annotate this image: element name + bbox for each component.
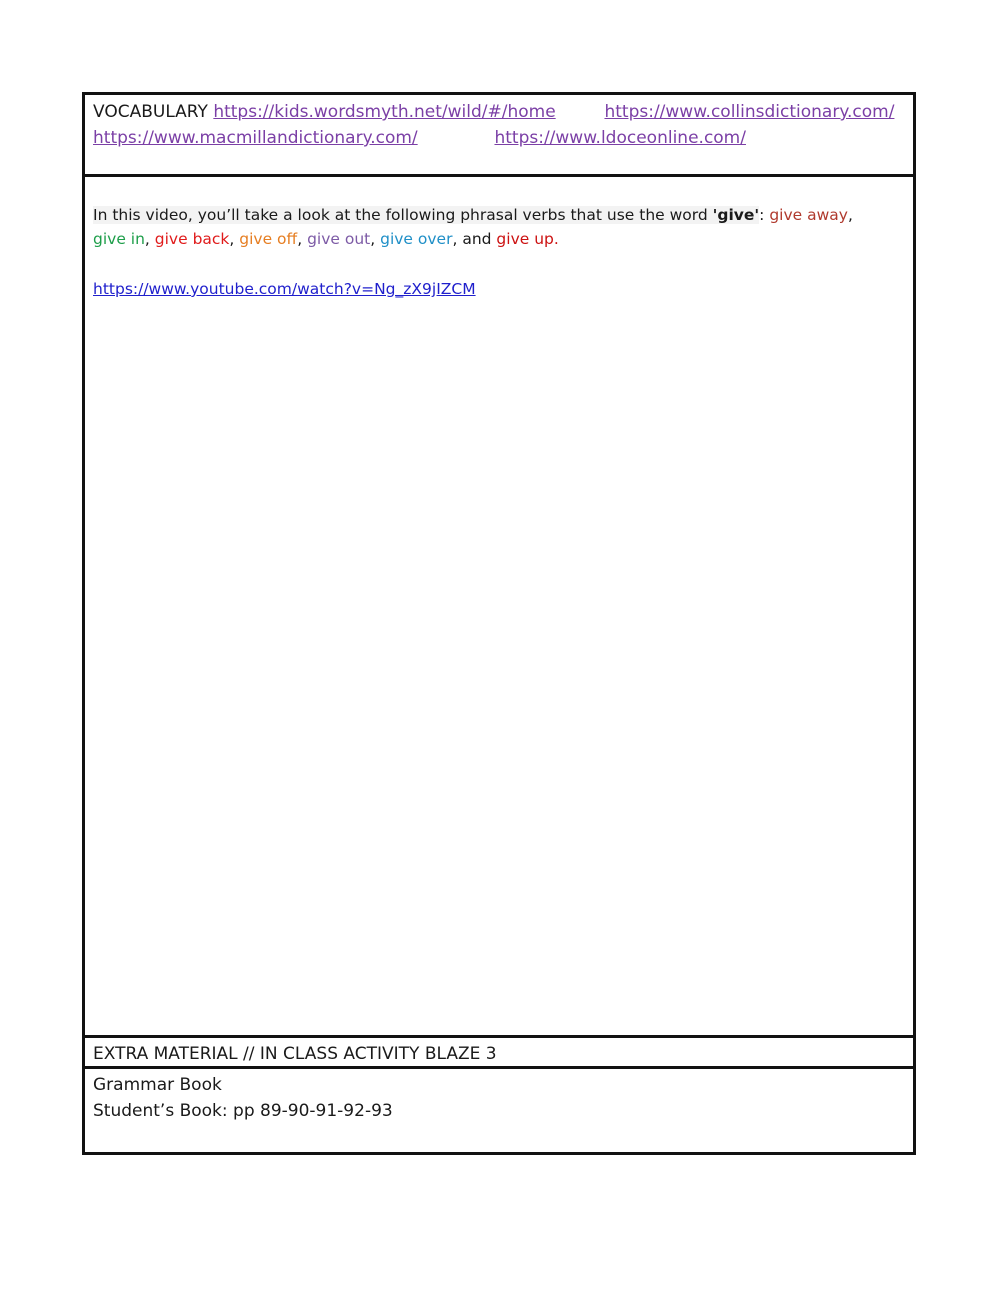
verb-give-up: give up xyxy=(496,230,554,248)
video-cell xyxy=(85,177,913,1038)
verb-give-out: give out xyxy=(307,230,371,248)
verb-give-back: give back xyxy=(154,230,230,248)
worksheet-table xyxy=(82,92,916,1155)
phrasal-verbs-paragraph xyxy=(93,203,905,251)
verb-give-off: give off xyxy=(239,230,298,248)
spacer xyxy=(93,251,905,277)
intro-sentence: In this video, you’ll take a look at the following phrasal verbs that use the word xyxy=(93,206,713,224)
separator: , xyxy=(847,206,853,224)
macmillan-link[interactable]: https://www.macmillandictionary.com/ xyxy=(93,128,418,148)
period: . xyxy=(553,230,559,248)
extra-material-cell xyxy=(85,1038,913,1069)
vocabulary-cell xyxy=(85,95,913,177)
extra-material-title: EXTRA MATERIAL // IN CLASS ACTIVITY BLAZE 3 xyxy=(93,1044,497,1064)
books-cell xyxy=(85,1069,913,1152)
separator: , xyxy=(229,230,240,248)
vocabulary-label: VOCABULARY xyxy=(93,102,208,122)
separator: , xyxy=(144,230,155,248)
verb-give-over: give over xyxy=(380,230,453,248)
longman-link[interactable]: https://www.ldoceonline.com/ xyxy=(494,128,746,148)
youtube-video-link[interactable]: https://www.youtube.com/watch?v=Ng_zX9jIZCM xyxy=(93,280,476,298)
keyword-give: 'give' xyxy=(712,206,760,224)
and-word: and xyxy=(462,230,497,248)
separator: , xyxy=(452,230,463,248)
intro-text xyxy=(93,206,759,224)
colon: : xyxy=(759,206,770,224)
separator: , xyxy=(297,230,308,248)
students-book-line: Student’s Book: pp 89-90-91-92-93 xyxy=(93,1101,393,1121)
wordsmyth-link[interactable]: https://kids.wordsmyth.net/wild/#/home xyxy=(213,102,556,122)
grammar-book-line: Grammar Book xyxy=(93,1075,222,1095)
collins-link[interactable]: https://www.collinsdictionary.com/ xyxy=(604,102,895,122)
verb-give-in: give in xyxy=(93,230,145,248)
separator: , xyxy=(370,230,381,248)
verb-give-away: give away xyxy=(769,206,848,224)
